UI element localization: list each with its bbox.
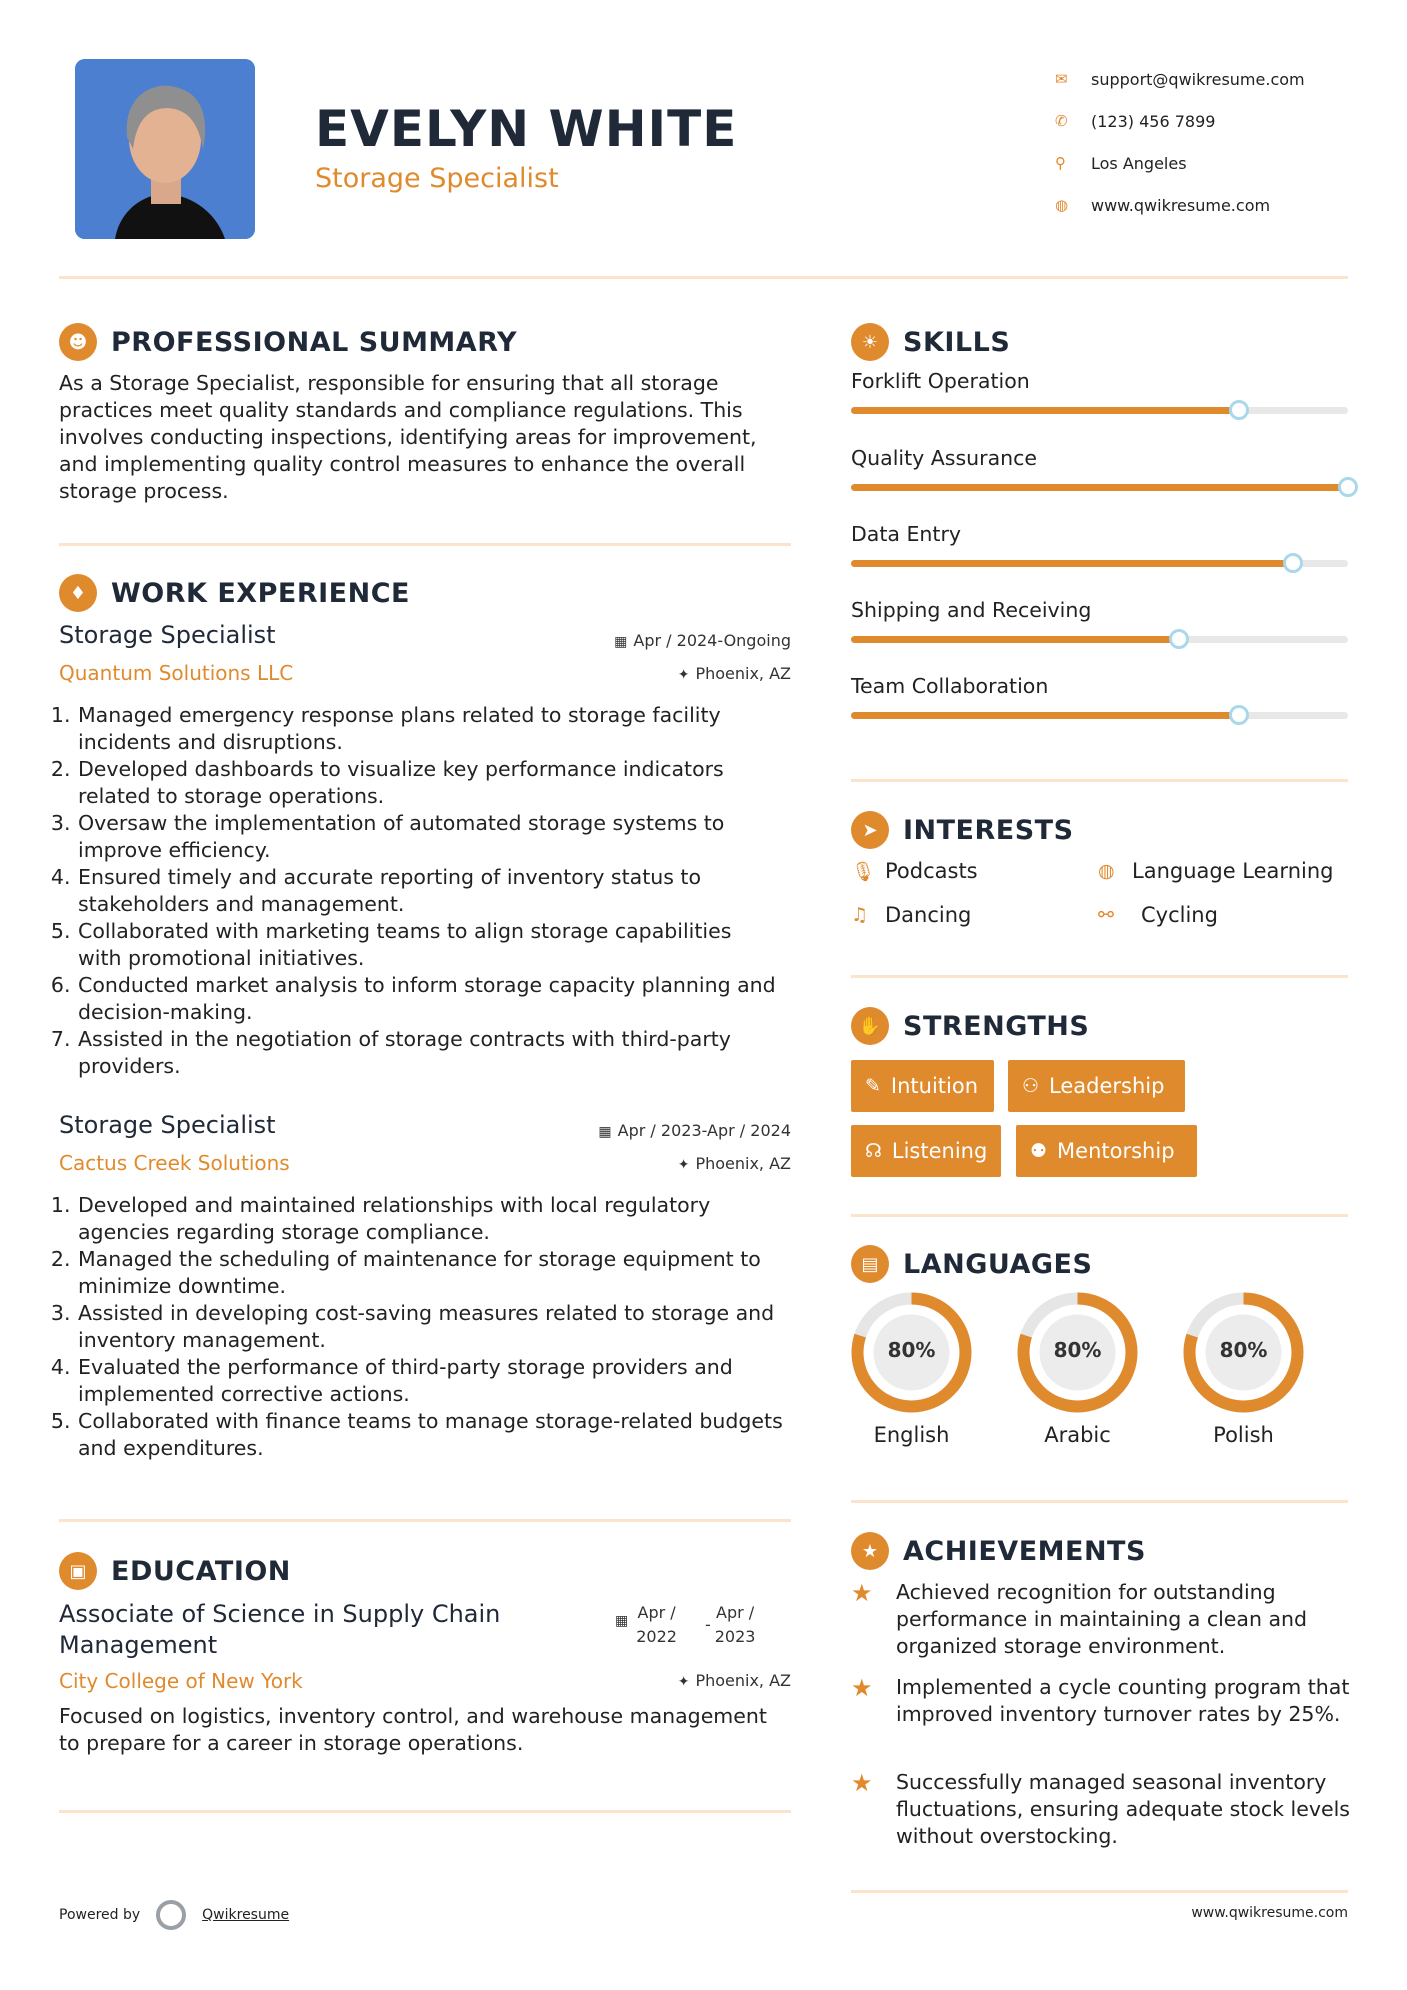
summary-heading	[59, 323, 517, 361]
education-text: Focused on logistics, inventory control, and warehouse management to prepare for a career in storage operations.	[59, 1704, 767, 1755]
skill-label: Team Collaboration	[851, 674, 1049, 698]
job-1-bullets	[59, 702, 779, 1080]
list-item: 4. Evaluated the performance of third-party storage providers and implemented corrective actions.	[77, 1354, 794, 1408]
contact-location-text: Los Angeles	[1091, 153, 1187, 173]
list-item: 2. Managed the scheduling of maintenance for storage equipment to minimize downtime.	[77, 1246, 794, 1300]
user-plus-icon: ⚉	[1030, 1140, 1048, 1162]
candidate-title: Storage Specialist	[315, 163, 559, 194]
pushpin-icon: ✦	[677, 1674, 690, 1690]
achievement-item	[851, 1769, 1351, 1850]
skills-title: SKILLS	[903, 326, 1011, 358]
job-1-location	[678, 664, 791, 683]
pushpin-icon: ✦	[677, 1157, 690, 1173]
achievement-text: Successfully managed seasonal inventory fluctuations, ensuring adequate stock levels without overstocking.	[896, 1770, 1350, 1848]
footer-website[interactable]: www.qwikresume.com	[1191, 1905, 1348, 1921]
job-2-date	[598, 1121, 791, 1140]
experience-heading	[59, 574, 410, 612]
skill-bar-fill	[851, 636, 1179, 643]
contact-phone-text: (123) 456 7899	[1091, 111, 1216, 131]
interest-label: Cycling	[1141, 903, 1218, 927]
education-title: EDUCATION	[111, 1555, 291, 1587]
skill-item	[851, 446, 1348, 491]
education-location	[678, 1671, 791, 1690]
skill-bar-fill	[851, 407, 1239, 414]
music-note-icon: ♫	[851, 904, 869, 926]
job-2-title: Storage Specialist	[59, 1111, 276, 1139]
contact-website[interactable]	[1055, 184, 1355, 226]
summary-title: PROFESSIONAL SUMMARY	[111, 326, 518, 358]
skill-bar	[851, 484, 1348, 491]
interests-divider	[851, 975, 1348, 978]
skill-level-knob	[1169, 629, 1189, 649]
interest-language-learning	[1098, 859, 1333, 883]
language-percent: 80%	[1219, 1338, 1268, 1362]
user-icon: ☻	[59, 323, 97, 361]
skill-bar-fill	[851, 560, 1293, 567]
skill-label: Shipping and Receiving	[851, 598, 1092, 622]
interest-label: Dancing	[885, 903, 972, 927]
achievement-item	[851, 1674, 1351, 1728]
magic-wand-icon: ✎	[865, 1075, 881, 1097]
skill-level-knob	[1283, 553, 1303, 573]
summary-divider	[59, 543, 791, 546]
contact-phone[interactable]	[1055, 100, 1355, 142]
candidate-name: EVELYN WHITE	[315, 100, 738, 158]
education-heading	[59, 1552, 291, 1590]
interest-dancing	[851, 903, 971, 927]
language-percent: 80%	[887, 1338, 936, 1362]
location-pin-icon: ⚲	[1055, 154, 1066, 172]
skill-bar	[851, 560, 1348, 567]
calendar-icon: ▦	[598, 1124, 612, 1140]
achievement-item	[851, 1579, 1351, 1660]
languages-title: LANGUAGES	[903, 1248, 1093, 1280]
summary-text: As a Storage Specialist, responsible for ensuring that all storage practices meet quality standards and compliance regulations. This involves conducting inspections, identifying areas for improvement, and implementing quality control measures to enhance the overall storage process.	[59, 371, 757, 503]
bicycle-icon: ⚯	[1098, 904, 1114, 926]
strengths-divider	[851, 1214, 1348, 1217]
star-icon: ★	[851, 1769, 873, 1797]
education-date-start-month: Apr /	[637, 1603, 676, 1622]
strength-label: Intuition	[890, 1074, 979, 1098]
fist-icon: ✋	[851, 1007, 889, 1045]
list-item: 6. Conducted market analysis to inform storage capacity planning and decision-making.	[77, 972, 779, 1026]
strength-leadership	[1008, 1060, 1185, 1112]
interests-title: INTERESTS	[903, 814, 1074, 846]
phone-icon: ✆	[1055, 112, 1068, 130]
skill-bar	[851, 407, 1348, 414]
achievements-heading	[851, 1532, 1146, 1570]
calendar-icon: ▦	[614, 634, 628, 650]
skill-item	[851, 369, 1348, 414]
globe-icon: ◍	[1055, 196, 1069, 214]
list-item: 1. Developed and maintained relationships with local regulatory agencies regarding storage compliance.	[77, 1192, 794, 1246]
education-date-start-year: 2022	[636, 1627, 677, 1646]
job-1-title: Storage Specialist	[59, 621, 276, 649]
experience-title: WORK EXPERIENCE	[111, 577, 410, 609]
list-item: 1. Managed emergency response plans related to storage facility incidents and disruptions.	[77, 702, 779, 756]
skill-label: Forklift Operation	[851, 369, 1030, 393]
strength-mentorship	[1016, 1125, 1197, 1177]
skill-bar	[851, 712, 1348, 719]
headphones-icon: ☊	[865, 1140, 882, 1162]
list-item: 3. Oversaw the implementation of automated storage systems to improve efficiency.	[77, 810, 779, 864]
strengths-title: STRENGTHS	[903, 1010, 1090, 1042]
interest-label: Podcasts	[885, 859, 978, 883]
language-item	[849, 1290, 974, 1447]
achievements-title: ACHIEVEMENTS	[903, 1535, 1146, 1567]
education-school: City College of New York	[59, 1669, 303, 1693]
skill-level-knob	[1338, 477, 1358, 497]
education-dates: ▦ Apr / 2022 - Apr / 2023	[615, 1601, 755, 1649]
contact-website-text: www.qwikresume.com	[1091, 195, 1271, 215]
footer-powered-by	[59, 1900, 289, 1930]
experience-divider	[59, 1519, 791, 1522]
qwikresume-link[interactable]: Qwikresume	[202, 1907, 290, 1923]
strength-label: Mentorship	[1057, 1139, 1175, 1163]
qwikresume-logo-icon	[156, 1900, 186, 1930]
list-item: 5. Collaborated with marketing teams to align storage capabilities with promotional initiatives.	[77, 918, 779, 972]
achievement-text: Achieved recognition for outstanding performance in maintaining a clean and organized storage environment.	[896, 1580, 1308, 1658]
contact-email[interactable]	[1055, 58, 1355, 100]
job-2-location	[678, 1154, 791, 1173]
job-1-location-text: Phoenix, AZ	[695, 664, 791, 683]
header-divider	[59, 276, 1348, 279]
skill-level-knob	[1229, 705, 1249, 725]
calendar-icon: ▦	[615, 1613, 629, 1629]
skill-item	[851, 598, 1348, 643]
job-1-company: Quantum Solutions LLC	[59, 661, 294, 685]
microphone-icon: 🎙	[851, 860, 876, 883]
skill-label: Data Entry	[851, 522, 962, 546]
lightbulb-icon: ☀	[851, 323, 889, 361]
language-name: Polish	[1213, 1423, 1274, 1447]
languages-heading	[851, 1245, 1092, 1283]
language-name: Arabic	[1044, 1423, 1111, 1447]
graduation-cap-icon: ▣	[59, 1552, 97, 1590]
profile-photo	[75, 59, 255, 239]
language-name: English	[873, 1423, 950, 1447]
job-2-company: Cactus Creek Solutions	[59, 1151, 290, 1175]
job-2-date-text: Apr / 2023-Apr / 2024	[617, 1121, 791, 1140]
skills-heading	[851, 323, 1010, 361]
education-degree: Associate of Science in Supply Chain Management	[59, 1600, 501, 1659]
language-item	[1015, 1290, 1140, 1447]
skill-bar	[851, 636, 1348, 643]
paper-plane-icon: ➤	[851, 811, 889, 849]
strength-intuition	[851, 1060, 994, 1112]
education-date-end-year: 2023	[714, 1627, 756, 1646]
skills-divider	[851, 779, 1348, 782]
language-percent: 80%	[1053, 1338, 1102, 1362]
skill-bar-fill	[851, 484, 1348, 491]
list-item: 4. Ensured timely and accurate reporting of inventory status to stakeholders and management.	[77, 864, 779, 918]
star-icon: ★	[851, 1674, 873, 1702]
envelope-icon: ✉	[1055, 70, 1068, 88]
briefcase-icon: ♦	[59, 574, 97, 612]
education-date-end-month: Apr /	[716, 1603, 755, 1622]
list-item: 3. Assisted in developing cost-saving measures related to storage and inventory management.	[77, 1300, 794, 1354]
skill-item	[851, 674, 1348, 719]
contact-email-text: support@qwikresume.com	[1091, 69, 1305, 89]
pushpin-icon: ✦	[677, 667, 690, 683]
list-item: 7. Assisted in the negotiation of storage contracts with third-party providers.	[77, 1026, 779, 1080]
star-icon: ★	[851, 1579, 873, 1607]
star-badge-icon: ★	[851, 1532, 889, 1570]
strength-label: Listening	[891, 1139, 988, 1163]
powered-by-text: Powered by	[59, 1907, 141, 1923]
achievements-divider	[851, 1890, 1348, 1893]
job-1-date	[614, 631, 791, 650]
skill-level-knob	[1229, 400, 1249, 420]
globe-icon: ◍	[1098, 860, 1115, 882]
job-2-location-text: Phoenix, AZ	[695, 1154, 791, 1173]
list-item: 5. Collaborated with finance teams to manage storage-related budgets and expenditures.	[77, 1408, 794, 1462]
education-divider	[59, 1810, 791, 1813]
languages-divider	[851, 1500, 1348, 1503]
job-1-date-text: Apr / 2024-Ongoing	[633, 631, 791, 650]
contact-list	[1055, 58, 1355, 226]
contact-location	[1055, 142, 1355, 184]
strength-listening	[851, 1125, 1001, 1177]
interest-label: Language Learning	[1132, 859, 1334, 883]
language-item	[1181, 1290, 1306, 1447]
education-location-text: Phoenix, AZ	[695, 1671, 791, 1690]
skill-item	[851, 522, 1348, 567]
strengths-heading	[851, 1007, 1089, 1045]
interests-heading	[851, 811, 1074, 849]
list-item: 2. Developed dashboards to visualize key performance indicators related to storage operations.	[77, 756, 779, 810]
users-icon: ⚇	[1022, 1075, 1040, 1097]
achievement-text: Implemented a cycle counting program that improved inventory turnover rates by 25%.	[896, 1675, 1350, 1726]
job-2-bullets	[59, 1192, 794, 1462]
language-card-icon: ▤	[851, 1245, 889, 1283]
interest-cycling	[1098, 903, 1218, 927]
skill-label: Quality Assurance	[851, 446, 1038, 470]
strength-label: Leadership	[1049, 1074, 1165, 1098]
skill-bar-fill	[851, 712, 1239, 719]
interest-podcasts	[851, 859, 978, 883]
